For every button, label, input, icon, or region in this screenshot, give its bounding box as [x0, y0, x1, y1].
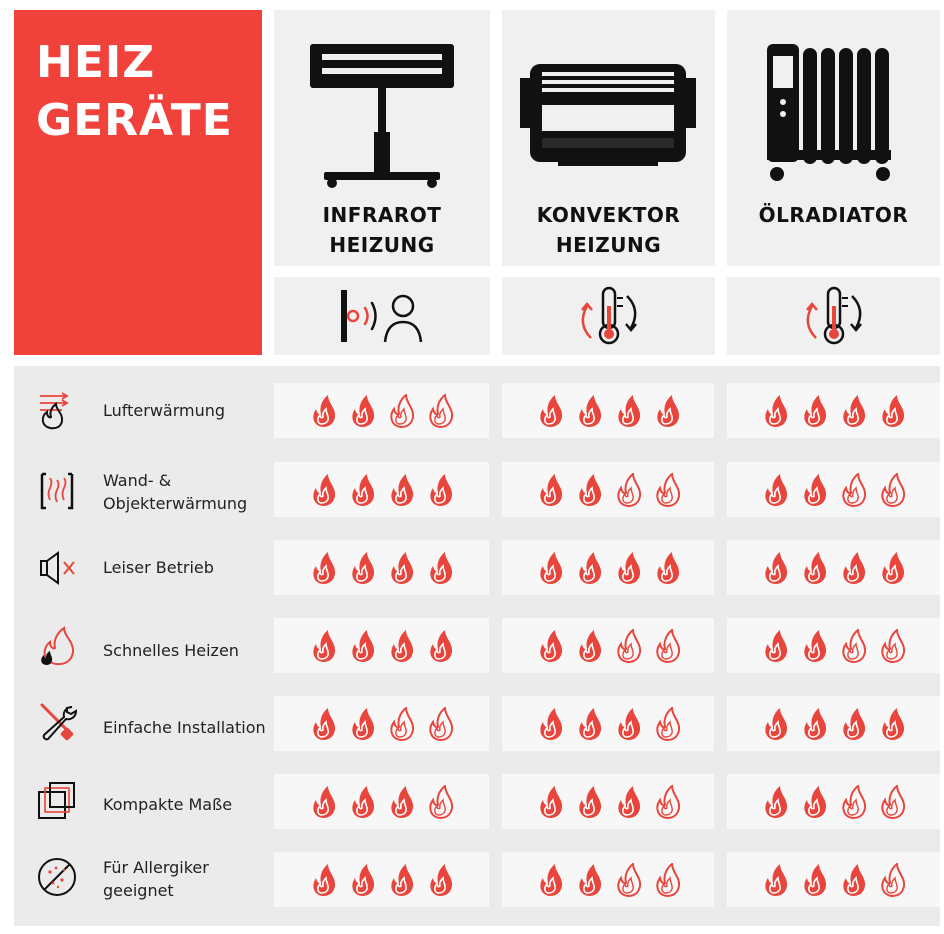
flame-filled-icon [310, 863, 336, 897]
product-name-konvektor [502, 200, 715, 260]
product-subicon-konvektor [502, 277, 715, 355]
flame-outline-icon [654, 473, 680, 507]
flame-outline-icon [427, 394, 453, 428]
flame-filled-icon [762, 473, 788, 507]
flame-outline-icon [615, 629, 641, 663]
flame-filled-icon [427, 551, 453, 585]
rating-cell [274, 696, 489, 751]
oil-radiator-icon [763, 42, 903, 187]
rating-cell [274, 618, 489, 673]
mute-speaker-icon [36, 547, 78, 589]
rating-cell [502, 696, 714, 751]
flame-filled-icon [349, 551, 375, 585]
title-block [14, 10, 262, 355]
product-card-infrarot [274, 10, 490, 266]
flame-filled-icon [427, 473, 453, 507]
convector-heater-icon [518, 60, 698, 170]
flame-filled-icon [537, 551, 563, 585]
flame-filled-icon [349, 707, 375, 741]
flame-outline-icon [840, 785, 866, 819]
product-subicon-infrarot [274, 277, 490, 355]
rating-cell [727, 540, 940, 595]
flame-filled-icon [310, 707, 336, 741]
compact-size-icon [36, 780, 78, 822]
flame-filled-icon [349, 394, 375, 428]
convection-thermometer-icon [794, 284, 874, 348]
flame-filled-icon [654, 394, 680, 428]
flame-outline-icon [879, 785, 905, 819]
flame-filled-icon [537, 394, 563, 428]
wall-heating-icon [36, 470, 78, 512]
flame-filled-icon [654, 551, 680, 585]
rating-cell [502, 383, 714, 438]
page-title [36, 34, 233, 150]
rating-cell [274, 462, 489, 517]
air-heating-icon [36, 390, 78, 432]
flame-filled-icon [576, 785, 602, 819]
rating-cell [274, 383, 489, 438]
flame-outline-icon [427, 785, 453, 819]
rating-cell [727, 696, 940, 751]
flame-filled-icon [840, 394, 866, 428]
rating-cell [502, 618, 714, 673]
product-card-oelradiator [727, 10, 940, 266]
flame-filled-icon [801, 473, 827, 507]
flame-outline-icon [654, 785, 680, 819]
flame-filled-icon [310, 473, 336, 507]
flame-filled-icon [762, 863, 788, 897]
flame-filled-icon [349, 473, 375, 507]
title-line-1: HEIZ [36, 37, 156, 88]
title-line-2: GERÄTE [36, 95, 233, 146]
flame-filled-icon [427, 629, 453, 663]
product-card-konvektor [502, 10, 715, 266]
tools-icon [36, 701, 78, 743]
flame-filled-icon [576, 863, 602, 897]
rating-cell [502, 462, 714, 517]
flame-filled-icon [840, 863, 866, 897]
flame-filled-icon [537, 707, 563, 741]
criterion-label: Für Allergiker geeignet [103, 858, 209, 900]
flame-filled-icon [427, 863, 453, 897]
rating-cell [274, 774, 489, 829]
flame-filled-icon [801, 394, 827, 428]
criterion-label: Leiser Betrieb [103, 558, 214, 577]
flame-outline-icon [427, 707, 453, 741]
flame-filled-icon [576, 707, 602, 741]
product-name-line-1: KONVEKTOR [536, 203, 681, 227]
criterion-label: Kompakte Maße [103, 795, 233, 814]
flame-filled-icon [801, 785, 827, 819]
flame-outline-icon [879, 629, 905, 663]
no-allergen-icon [36, 856, 78, 898]
rating-cell [502, 852, 714, 907]
flame-filled-icon [615, 785, 641, 819]
rating-cell [727, 774, 940, 829]
rating-cell [727, 852, 940, 907]
flame-outline-icon [654, 863, 680, 897]
flame-filled-icon [576, 473, 602, 507]
flame-filled-icon [388, 863, 414, 897]
fast-flame-icon [36, 624, 78, 666]
convection-thermometer-icon [569, 284, 649, 348]
flame-filled-icon [310, 629, 336, 663]
flame-filled-icon [801, 863, 827, 897]
flame-filled-icon [840, 707, 866, 741]
flame-filled-icon [879, 707, 905, 741]
flame-outline-icon [388, 707, 414, 741]
flame-filled-icon [576, 629, 602, 663]
rating-cell [502, 540, 714, 595]
flame-filled-icon [762, 629, 788, 663]
rating-cell [274, 852, 489, 907]
rating-cell [274, 540, 489, 595]
flame-filled-icon [388, 785, 414, 819]
flame-filled-icon [310, 785, 336, 819]
flame-filled-icon [576, 394, 602, 428]
product-name-line-1: ÖLRADIATOR [758, 203, 909, 227]
flame-filled-icon [537, 629, 563, 663]
flame-outline-icon [840, 473, 866, 507]
flame-filled-icon [615, 551, 641, 585]
rating-cell [502, 774, 714, 829]
flame-filled-icon [388, 551, 414, 585]
flame-filled-icon [349, 629, 375, 663]
flame-outline-icon [654, 707, 680, 741]
flame-filled-icon [840, 551, 866, 585]
flame-filled-icon [537, 473, 563, 507]
product-name-line-2: HEIZUNG [555, 233, 662, 257]
flame-filled-icon [801, 707, 827, 741]
flame-filled-icon [537, 785, 563, 819]
product-name-line-2: HEIZUNG [329, 233, 435, 257]
flame-filled-icon [762, 785, 788, 819]
criterion-label: Wand- & Objekterwärmung [103, 471, 248, 513]
flame-outline-icon [879, 473, 905, 507]
rating-cell [727, 618, 940, 673]
flame-outline-icon [615, 473, 641, 507]
flame-filled-icon [388, 629, 414, 663]
product-subicon-oelradiator [727, 277, 940, 355]
flame-filled-icon [349, 863, 375, 897]
flame-outline-icon [654, 629, 680, 663]
flame-filled-icon [801, 551, 827, 585]
product-name-infrarot [274, 200, 490, 260]
criterion-label: Einfache Installation [103, 718, 266, 737]
flame-filled-icon [310, 394, 336, 428]
product-name-line-1: INFRAROT [322, 203, 442, 227]
flame-filled-icon [615, 394, 641, 428]
rating-cell [727, 383, 940, 438]
flame-outline-icon [840, 629, 866, 663]
criterion-label: Lufterwärmung [103, 401, 226, 420]
infrared-heater-icon [306, 40, 458, 190]
product-name-oelradiator [727, 200, 940, 230]
flame-filled-icon [349, 785, 375, 819]
flame-outline-icon [879, 863, 905, 897]
flame-filled-icon [576, 551, 602, 585]
flame-filled-icon [801, 629, 827, 663]
criterion-label: Schnelles Heizen [103, 641, 239, 660]
flame-outline-icon [615, 863, 641, 897]
flame-filled-icon [762, 551, 788, 585]
flame-filled-icon [388, 473, 414, 507]
flame-filled-icon [879, 394, 905, 428]
flame-filled-icon [762, 394, 788, 428]
flame-filled-icon [310, 551, 336, 585]
flame-filled-icon [762, 707, 788, 741]
flame-filled-icon [615, 707, 641, 741]
flame-outline-icon [388, 394, 414, 428]
flame-filled-icon [879, 551, 905, 585]
rating-cell [727, 462, 940, 517]
infrared-radiation-person-icon [337, 286, 427, 346]
flame-filled-icon [537, 863, 563, 897]
